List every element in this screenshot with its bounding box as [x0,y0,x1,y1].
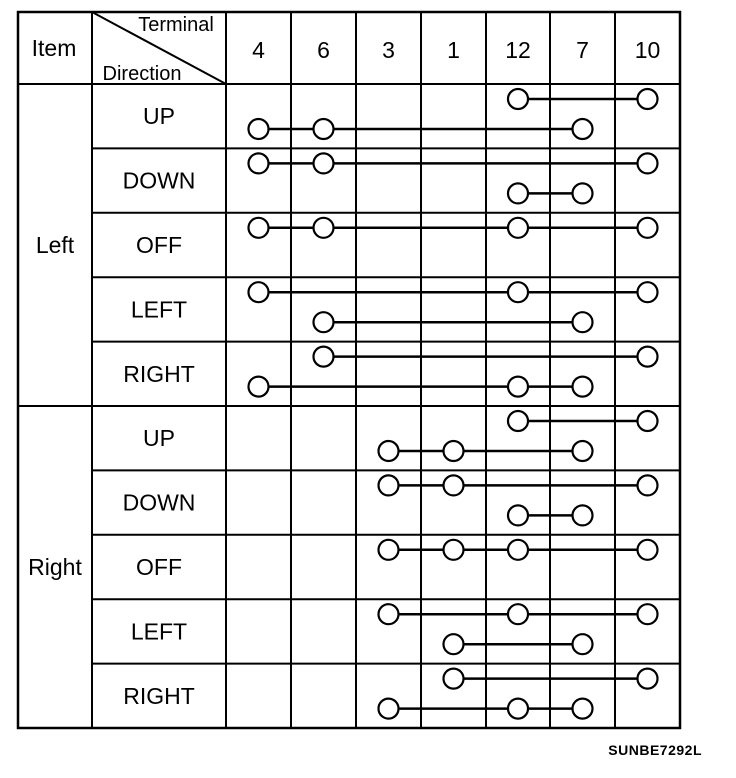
terminal-label: 1 [447,37,460,63]
terminal-dot [508,699,528,719]
terminal-dot [638,153,658,173]
terminal-dot [508,540,528,560]
terminal-dot [573,634,593,654]
terminal-dot [508,604,528,624]
item-header: Item [31,35,77,61]
direction-label: RIGHT [123,682,195,709]
terminal-dot [638,411,658,431]
terminal-dot [249,153,269,173]
terminal-label: 6 [317,37,330,63]
direction-label: DOWN [122,167,196,194]
direction-label: UP [143,425,175,452]
terminal-dot [379,540,399,560]
terminal-dot [573,119,593,139]
terminal-dot [573,441,593,461]
direction-header: Direction [102,63,182,85]
terminal-dot [508,89,528,109]
terminal-dot [638,347,658,367]
terminal-label: 7 [576,37,589,63]
terminal-label: 10 [634,37,661,63]
terminal-dot [379,441,399,461]
terminal-dot [249,377,269,397]
terminal-dot [314,347,334,367]
terminal-dot [444,441,464,461]
terminal-dot [573,312,593,332]
terminal-dot [573,183,593,203]
terminal-dot [508,282,528,302]
terminal-header: Terminal [138,14,214,36]
connection [508,411,658,431]
terminal-dot [638,89,658,109]
terminal-dot [573,699,593,719]
terminal-dot [379,604,399,624]
direction-label: UP [143,103,175,130]
direction-label: LEFT [130,618,188,645]
item-label: Left [35,232,75,258]
terminal-dot [444,540,464,560]
terminal-dot [508,377,528,397]
terminal-dot [638,475,658,495]
terminal-dot [638,282,658,302]
terminal-dot [444,634,464,654]
terminal-dot [314,218,334,238]
terminal-dot [573,377,593,397]
connection [249,153,658,173]
terminal-dot [249,282,269,302]
terminal-dot [638,604,658,624]
terminal-dot [444,669,464,689]
direction-label: DOWN [122,489,196,516]
direction-label: OFF [136,232,182,258]
figure-code: SUNBE7292L [608,742,702,758]
table-header [32,14,214,85]
terminal-label: 4 [252,37,265,63]
direction-label: RIGHT [123,360,195,387]
connection [249,282,658,302]
continuity-connections [249,89,658,719]
terminal-labels [252,37,660,63]
terminal-label: 3 [382,37,395,63]
terminal-dot [508,411,528,431]
terminal-dot [638,540,658,560]
item-label: Right [28,554,82,580]
terminal-dot [379,699,399,719]
connection [444,634,593,654]
terminal-dot [444,475,464,495]
terminal-dot [508,505,528,525]
terminal-label: 12 [505,37,531,63]
direction-label: LEFT [130,296,188,323]
terminal-dot [638,669,658,689]
connection [249,218,658,238]
terminal-dot [638,218,658,238]
terminal-dot [508,218,528,238]
terminal-dot [314,119,334,139]
terminal-dot [508,183,528,203]
terminal-dot [249,218,269,238]
direction-label: OFF [136,554,182,580]
terminal-dot [573,505,593,525]
terminal-dot [314,312,334,332]
terminal-dot [314,153,334,173]
terminal-dot [249,119,269,139]
connection [508,89,658,109]
terminal-dot [379,475,399,495]
